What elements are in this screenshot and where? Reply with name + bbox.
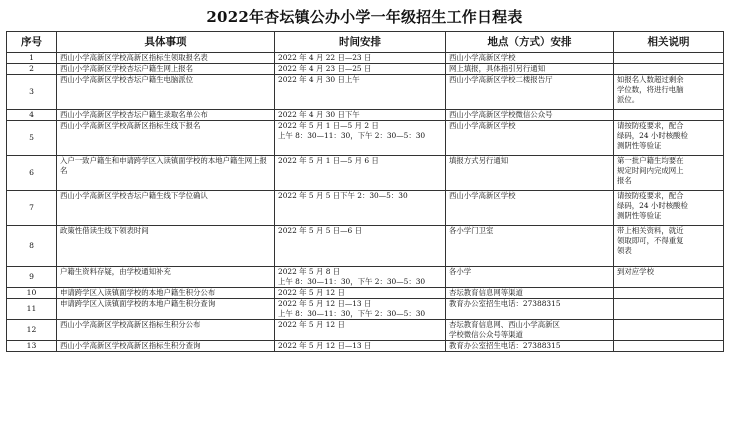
time-cell bbox=[275, 64, 446, 75]
note-line: 测阴性等验证 bbox=[617, 141, 662, 150]
place-line: 教育办公室招生电话：27388315 bbox=[449, 299, 561, 308]
place-cell bbox=[446, 75, 614, 110]
table-row bbox=[7, 299, 724, 320]
note-line: 派位。 bbox=[617, 95, 640, 104]
table-row bbox=[7, 156, 724, 191]
note-line: 到对应学校 bbox=[617, 267, 654, 276]
time-line: 上午 8：30—11：30，下午 2：30—5：30 bbox=[278, 277, 426, 286]
place-cell bbox=[446, 191, 614, 226]
row-number-cell: 8 bbox=[7, 226, 57, 267]
time-cell bbox=[275, 110, 446, 121]
header-cell-time: 时间安排 bbox=[275, 32, 446, 53]
place-line: 西山小学高新区学校 bbox=[449, 121, 516, 130]
table-row bbox=[7, 53, 724, 64]
item-cell: 西山小学高新区学校杏坛户籍生线下学位确认 bbox=[57, 191, 275, 226]
table-row bbox=[7, 75, 724, 110]
time-line: 2022 年 4 月 22 日—23 日 bbox=[278, 53, 372, 62]
row-number-cell: 11 bbox=[7, 299, 57, 320]
time-line: 2022 年 5 月 5 日—6 日 bbox=[278, 226, 362, 235]
time-cell bbox=[275, 320, 446, 341]
place-cell bbox=[446, 341, 614, 352]
item-cell: 入户一致户籍生和申请跨学区入读镇面学校的本地户籍生网上报名 bbox=[57, 156, 275, 191]
header-cell-no: 序号 bbox=[7, 32, 57, 53]
note-line: 领取即可，不得重复 bbox=[617, 236, 684, 245]
note-cell bbox=[614, 156, 724, 191]
place-cell bbox=[446, 226, 614, 267]
place-cell bbox=[446, 267, 614, 288]
time-line: 2022 年 5 月 12 日—13 日 bbox=[278, 299, 372, 308]
time-line: 2022 年 5 月 1 日—5 月 2 日 bbox=[278, 121, 379, 130]
note-line: 绿码，24 小时核酸检 bbox=[617, 201, 688, 210]
note-line: 带上相关资料，就近 bbox=[617, 226, 684, 235]
place-line: 各小学门卫室 bbox=[449, 226, 494, 235]
place-line: 填报方式另行通知 bbox=[449, 156, 509, 165]
time-cell bbox=[275, 191, 446, 226]
document-title: 2022年杏坛镇公办小学一年级招生工作日程表 bbox=[206, 8, 523, 26]
time-cell bbox=[275, 299, 446, 320]
table-row bbox=[7, 121, 724, 156]
header-cell-item: 具体事项 bbox=[57, 32, 275, 53]
note-cell bbox=[614, 110, 724, 121]
row-number-cell: 3 bbox=[7, 75, 57, 110]
time-line: 2022 年 4 月 30 日下午 bbox=[278, 110, 360, 119]
time-line: 2022 年 5 月 8 日 bbox=[278, 267, 341, 276]
time-line: 2022 年 5 月 12 日 bbox=[278, 320, 345, 329]
time-line: 上午 8：30—11：30，下午 2：30—5：30 bbox=[278, 131, 426, 140]
row-number-cell: 12 bbox=[7, 320, 57, 341]
note-cell bbox=[614, 75, 724, 110]
place-line: 教育办公室招生电话：27388315 bbox=[449, 341, 561, 350]
row-number-cell: 9 bbox=[7, 267, 57, 288]
note-cell bbox=[614, 320, 724, 341]
row-number-cell: 7 bbox=[7, 191, 57, 226]
table-row bbox=[7, 64, 724, 75]
item-cell: 西山小学高新区学校杏坛户籍生电脑派位 bbox=[57, 75, 275, 110]
note-cell bbox=[614, 64, 724, 75]
time-line: 2022 年 5 月 12 日 bbox=[278, 288, 345, 297]
place-line: 网上填报，具体指引另行通知 bbox=[449, 64, 546, 73]
place-cell bbox=[446, 121, 614, 156]
note-line: 测阴性等验证 bbox=[617, 211, 662, 220]
place-cell bbox=[446, 288, 614, 299]
place-cell bbox=[446, 299, 614, 320]
time-cell bbox=[275, 121, 446, 156]
note-line: 领表 bbox=[617, 246, 632, 255]
place-line: 学校微信公众号等渠道 bbox=[449, 330, 523, 339]
place-line: 西山小学高新区学校 bbox=[449, 191, 516, 200]
place-cell bbox=[446, 320, 614, 341]
item-cell: 西山小学高新区学校杏坛户籍生网上报名 bbox=[57, 64, 275, 75]
item-cell: 申请跨学区入读镇面学校的本地户籍生积分查询 bbox=[57, 299, 275, 320]
note-cell bbox=[614, 191, 724, 226]
item-cell: 西山小学高新区学校高新区指标生线下报名 bbox=[57, 121, 275, 156]
item-cell: 西山小学高新区学校高新区指标生积分查询 bbox=[57, 341, 275, 352]
note-line: 学位数，将进行电脑 bbox=[617, 85, 684, 94]
time-cell bbox=[275, 288, 446, 299]
item-cell: 西山小学高新区学校高新区指标生领取报名表 bbox=[57, 53, 275, 64]
row-number-cell: 4 bbox=[7, 110, 57, 121]
item-cell: 西山小学高新区学校高新区指标生积分公布 bbox=[57, 320, 275, 341]
table-row bbox=[7, 320, 724, 341]
row-number-cell: 6 bbox=[7, 156, 57, 191]
header-cell-place: 地点（方式）安排 bbox=[446, 32, 614, 53]
place-line: 杏坛教育信息网、西山小学高新区 bbox=[449, 320, 560, 329]
row-number-cell: 13 bbox=[7, 341, 57, 352]
note-cell bbox=[614, 121, 724, 156]
place-line: 西山小学高新区学校微信公众号 bbox=[449, 110, 553, 119]
note-line: 请按防疫要求，配合 bbox=[617, 121, 684, 130]
time-cell bbox=[275, 53, 446, 64]
note-cell bbox=[614, 267, 724, 288]
place-line: 各小学 bbox=[449, 267, 472, 276]
note-cell bbox=[614, 288, 724, 299]
table-body bbox=[7, 53, 724, 352]
table-row bbox=[7, 267, 724, 288]
place-line: 西山小学高新区学校二楼报告厅 bbox=[449, 75, 553, 84]
item-cell: 政策性借读生线下领表时间 bbox=[57, 226, 275, 267]
place-cell bbox=[446, 156, 614, 191]
row-number-cell: 5 bbox=[7, 121, 57, 156]
table-row bbox=[7, 288, 724, 299]
header-cell-note: 相关说明 bbox=[614, 32, 724, 53]
item-cell: 申请跨学区入读镇面学校的本地户籍生积分公布 bbox=[57, 288, 275, 299]
item-cell: 户籍生资料存疑，由学校通知补充 bbox=[57, 267, 275, 288]
note-cell bbox=[614, 341, 724, 352]
row-number-cell: 1 bbox=[7, 53, 57, 64]
note-line: 第一批户籍生均要在 bbox=[617, 156, 684, 165]
table-header-row bbox=[7, 32, 724, 53]
note-line: 绿码，24 小时核酸检 bbox=[617, 131, 688, 140]
note-cell bbox=[614, 53, 724, 64]
time-line: 2022 年 5 月 5 日下午 2：30—5：30 bbox=[278, 191, 408, 200]
place-line: 杏坛教育信息网等渠道 bbox=[449, 288, 523, 297]
time-line: 2022 年 5 月 1 日—5 月 6 日 bbox=[278, 156, 379, 165]
place-cell bbox=[446, 110, 614, 121]
row-number-cell: 10 bbox=[7, 288, 57, 299]
table-row bbox=[7, 191, 724, 226]
note-line: 报名 bbox=[617, 176, 632, 185]
note-line: 请按防疫要求，配合 bbox=[617, 191, 684, 200]
table-row bbox=[7, 110, 724, 121]
note-cell bbox=[614, 226, 724, 267]
note-cell bbox=[614, 299, 724, 320]
time-line: 2022 年 4 月 30 日上午 bbox=[278, 75, 360, 84]
time-cell bbox=[275, 341, 446, 352]
place-cell bbox=[446, 53, 614, 64]
note-line: 如报名人数超过剩余 bbox=[617, 75, 684, 84]
place-line: 西山小学高新区学校 bbox=[449, 53, 516, 62]
time-cell bbox=[275, 75, 446, 110]
time-cell bbox=[275, 156, 446, 191]
time-line: 上午 8：30—11：30，下午 2：30—5：30 bbox=[278, 309, 426, 318]
place-cell bbox=[446, 64, 614, 75]
time-line: 2022 年 5 月 12 日—13 日 bbox=[278, 341, 372, 350]
note-line: 规定时间内完成网上 bbox=[617, 166, 684, 175]
time-cell bbox=[275, 226, 446, 267]
row-number-cell: 2 bbox=[7, 64, 57, 75]
schedule-table bbox=[6, 31, 724, 352]
table-row bbox=[7, 341, 724, 352]
item-cell: 西山小学高新区学校杏坛户籍生录取名单公布 bbox=[57, 110, 275, 121]
time-cell bbox=[275, 267, 446, 288]
time-line: 2022 年 4 月 23 日—25 日 bbox=[278, 64, 372, 73]
table-row bbox=[7, 226, 724, 267]
